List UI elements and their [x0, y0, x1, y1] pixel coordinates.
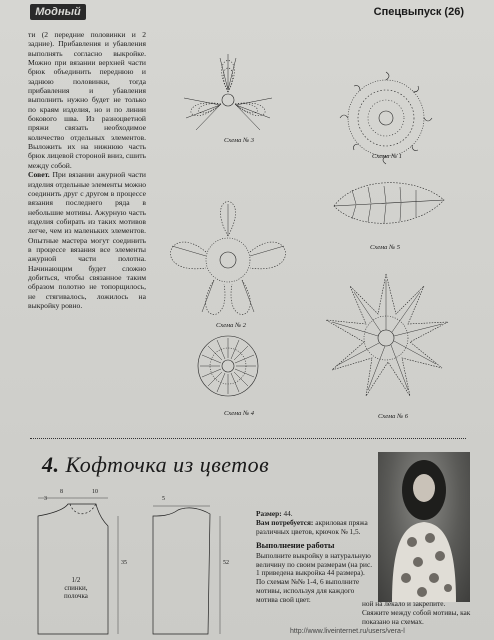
scheme-3-caption: Схема № 3	[224, 137, 254, 144]
section-divider	[30, 438, 466, 439]
scheme-6-diagram	[326, 274, 448, 396]
left-text-column	[28, 30, 146, 310]
size-value: 44.	[281, 509, 293, 518]
pattern-dim-1: 8	[60, 489, 63, 495]
article-title-text: Кофточка из цветов	[65, 452, 270, 477]
pattern-dim-5: 35	[121, 560, 127, 566]
pattern-label-line-2: спинки,	[64, 584, 88, 592]
scheme-3-diagram	[184, 54, 272, 130]
size-label: Размер:	[256, 509, 282, 518]
pattern-dim-3: 3	[44, 496, 47, 502]
materials-label: Вам потребуется:	[256, 517, 314, 527]
pattern-dim-6: 52	[223, 560, 229, 566]
pattern-dim-2: 10	[92, 489, 98, 495]
pattern-drawing	[28, 486, 250, 636]
paragraph-1: ти (2 передние половинки и 2 задние). Прибавления и убавления выполнять согласно выкройке. Можно при вязании верхней части брюк объединить переднюю и заднюю половинки, тогда прибавления и убавления выполнить нужно будет не только по краям изделия, но и по линии бокового шва. Из разноцветной пряжи связать необходимое количество отдельных элементов. Выложить их на нижнюю часть брюк лицевой стороной вниз, сшить между собой.	[28, 30, 146, 170]
pattern-label	[64, 576, 88, 600]
scheme-1-diagram	[340, 72, 432, 164]
special-issue-label: Спецвыпуск (26)	[373, 6, 464, 18]
advice-paragraph	[28, 170, 146, 310]
advice-label: Совет.	[28, 170, 50, 180]
magazine-logo: Модный	[30, 4, 86, 20]
scheme-6-caption: Схема № 6	[378, 413, 408, 420]
crochet-diagrams	[150, 28, 480, 428]
advice-text: При вязании ажурной части изделия отдельные элементы можно соединить друг с другом в процессе вязания последнего ряда в небольшие мотивы. Ажурную часть изделия собирать из таких мотивов легче, чем из маленьких элементов. Опытные мастера могут соединить в процессе вязания все элементы ажурной части полотна. Начинающим будет сложно добиться, чтобы связанное таким образом полотно не топорщилось, не стягивалось, ложилось на выкройку ровно.	[28, 170, 146, 310]
page-header	[0, 0, 494, 24]
scheme-2-caption: Схема № 2	[216, 322, 246, 329]
pattern-label-line-1: 1/2	[71, 576, 81, 584]
watermark-url: http://www.liveinternet.ru/users/vera-l	[290, 628, 405, 635]
instructions-body: Выполните выкройку в натуральную величину по своим размерам (на рис. 1 приведена выкройка 44 размера). По схемам №№ 1-4, 6 выполните мотивы, используя для каждого мотива свой цвет.	[256, 550, 373, 605]
scheme-5-diagram	[334, 183, 444, 224]
scheme-4-caption: Схема № 4	[224, 410, 254, 417]
model-photo-figure	[378, 452, 470, 602]
scheme-2-diagram	[170, 202, 285, 315]
article-title	[42, 452, 269, 478]
pattern-dim-4: 5	[162, 496, 165, 502]
article-number: 4.	[42, 452, 60, 477]
scheme-5-caption: Схема № 5	[370, 244, 400, 251]
scheme-1-caption: Схема № 1	[372, 153, 402, 160]
materials-line	[256, 519, 374, 537]
continued-text	[362, 600, 474, 627]
scheme-4-diagram	[198, 336, 258, 396]
instructions-heading: Выполнение работы	[256, 539, 335, 550]
model-photo	[378, 452, 470, 602]
continued-paragraph: ной на лекало и закрепите. Свяжите между собой мотивы, как показано на схемах.	[362, 599, 471, 626]
pattern-label-line-3: полочка	[64, 592, 88, 600]
materials-value: акриловая пряжа различных цветов, крючок № 1,5.	[256, 517, 368, 536]
instructions-block	[256, 510, 374, 605]
